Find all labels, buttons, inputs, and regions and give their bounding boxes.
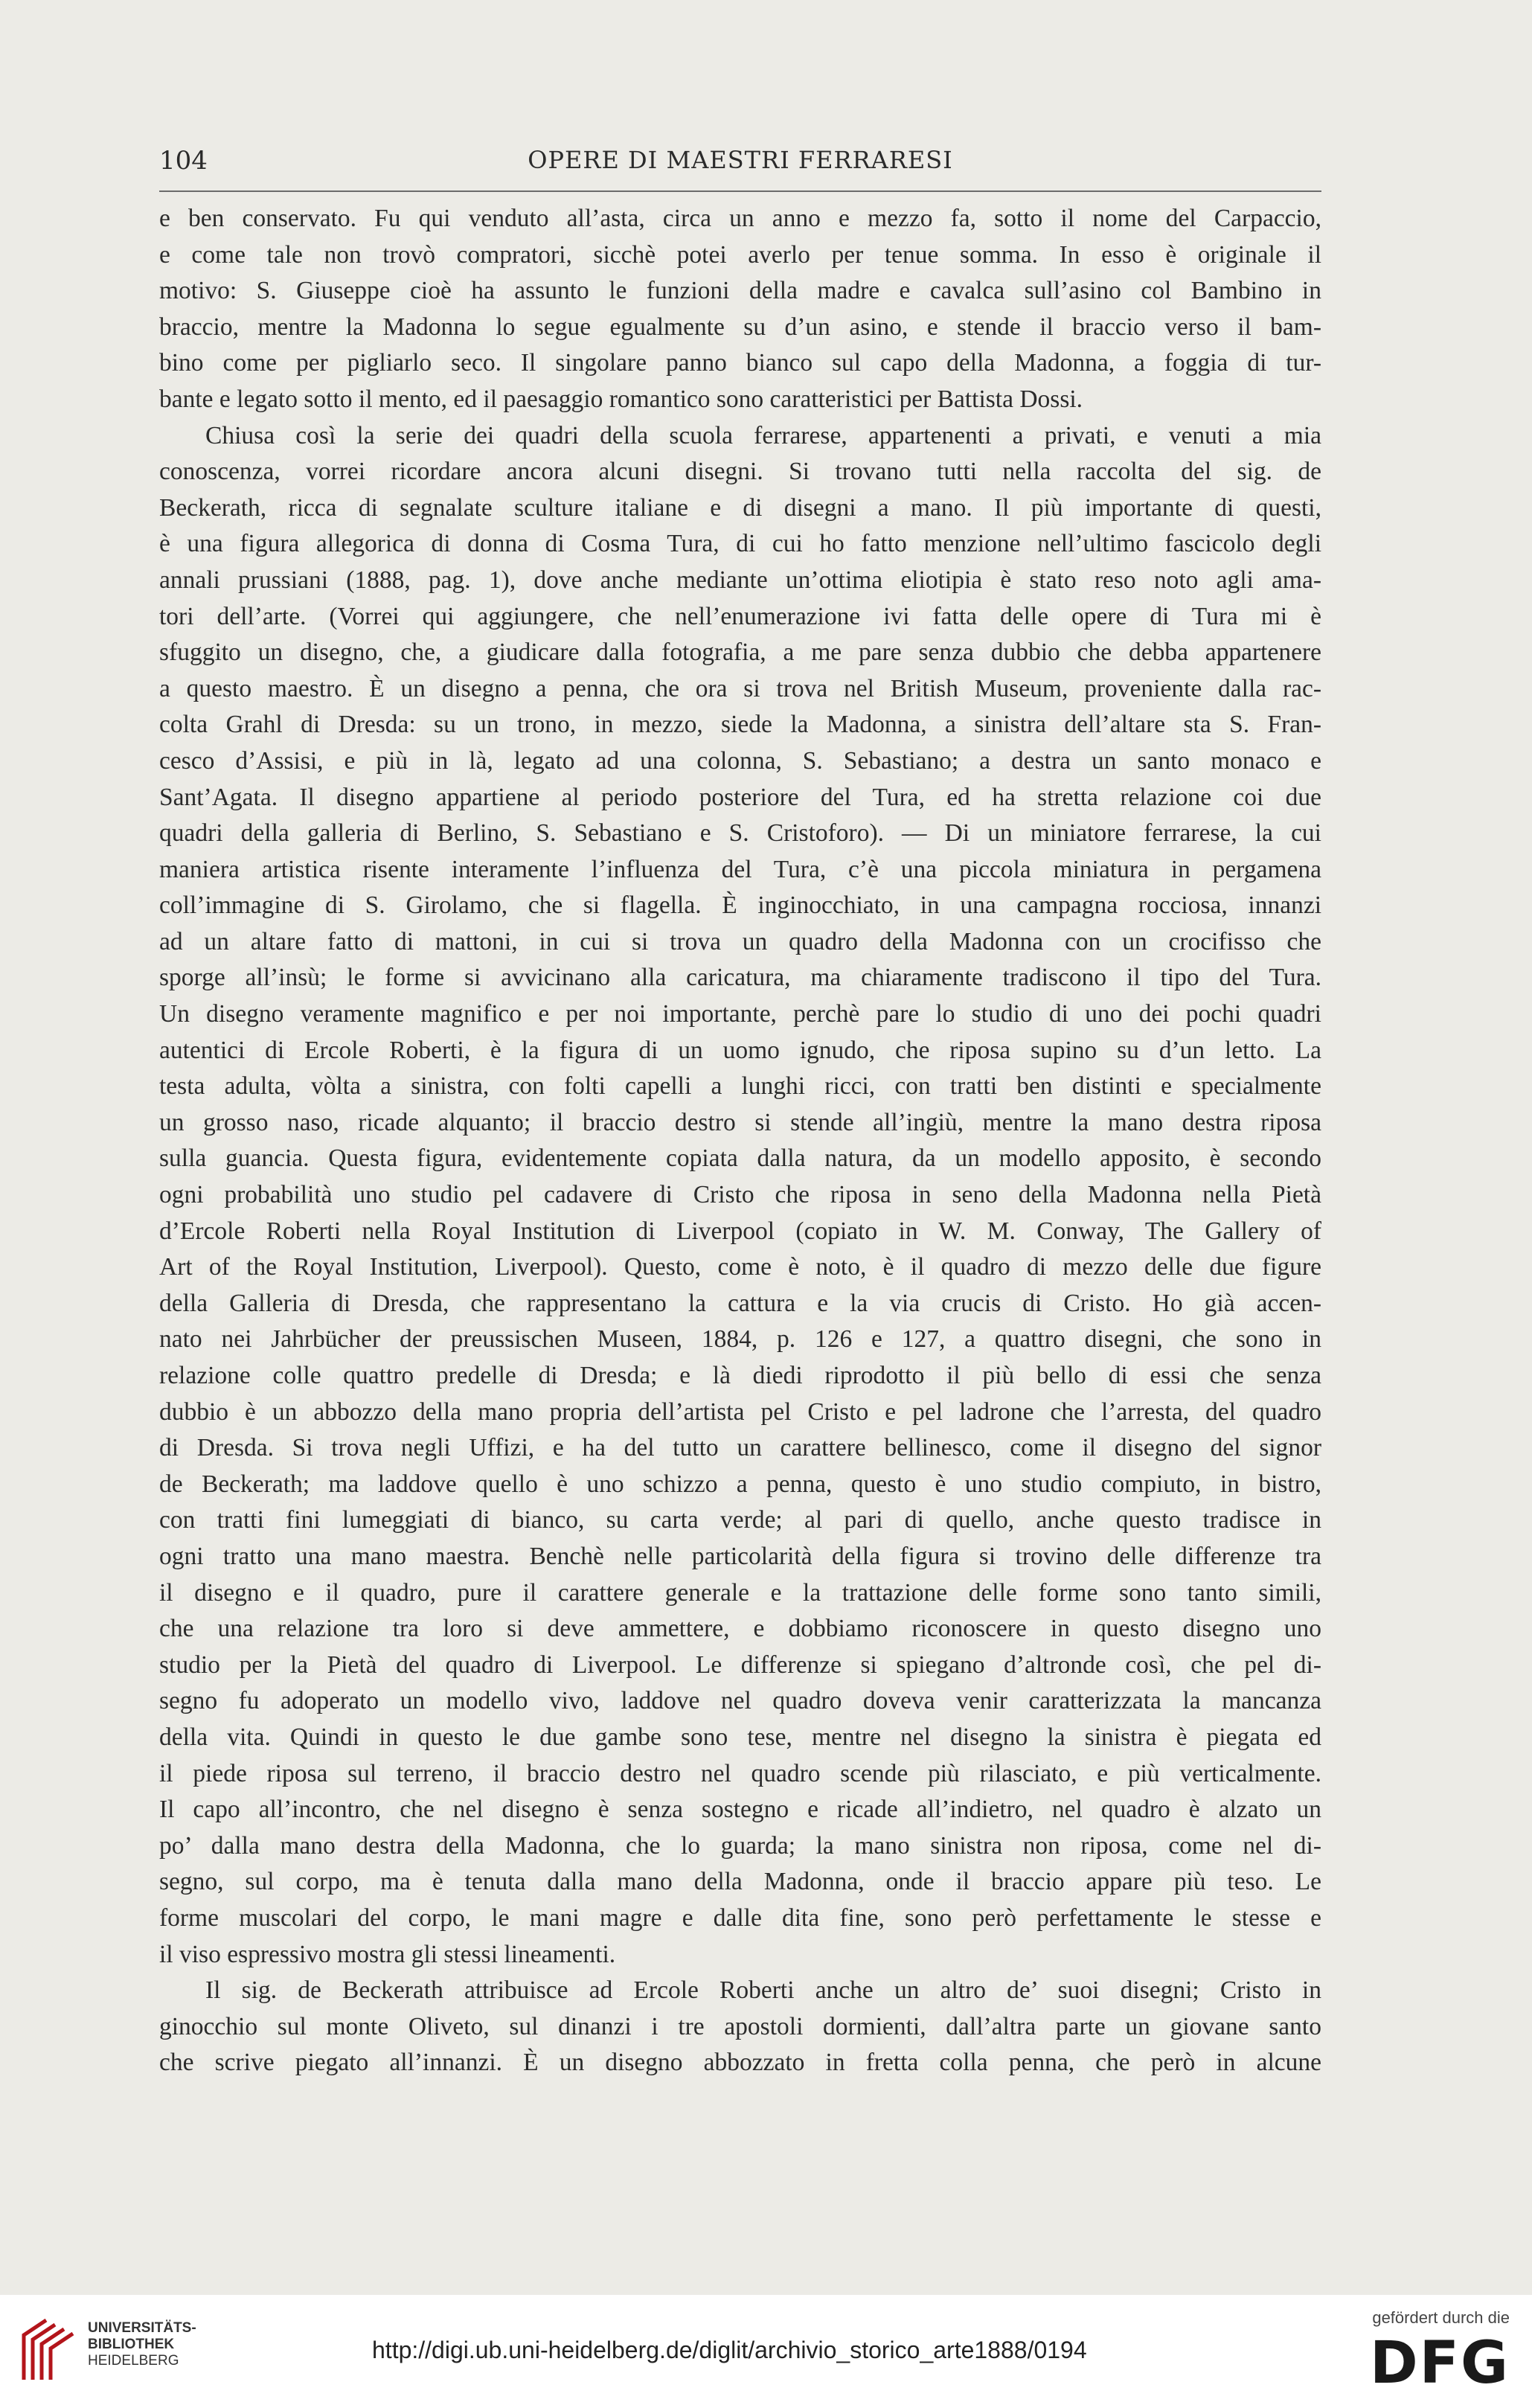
text-line: forme muscolari del corpo, le mani magre e dalle dita fine, sono però perfettamente le stesse e: [159, 1903, 1321, 1932]
text-line: annali prussiani (1888, pag. 1), dove anche mediante un’ottima eliotipia è stato reso noto agli ama-: [159, 566, 1321, 594]
text-line: che una relazione tra loro si deve ammettere, e dobbiamo riconoscere in questo disegno uno: [159, 1615, 1321, 1643]
text-line: cesco d’Assisi, e più in là, legato ad una colonna, S. Sebastiano; a destra un santo monaco e: [159, 746, 1321, 775]
text-line: maniera artistica risente interamente l’influenza del Tura, c’è una piccola miniatura in pergamena: [159, 855, 1321, 883]
text-line: de Beckerath; ma laddove quello è uno schizzo a penna, questo è uno studio compiuto, in bistro,: [159, 1470, 1321, 1498]
text-line: e ben conservato. Fu qui venduto all’asta, circa un anno e mezzo fa, sotto il nome del Carpaccio,: [159, 205, 1321, 232]
text-line: dubbio è un abbozzo della mano propria dell’artista pel Cristo e pel ladrone che l’arresta, del quadro: [159, 1397, 1321, 1426]
text-line: quadri della galleria di Berlino, S. Sebastiano e S. Cristoforo). — Di un miniatore ferrarese, la cui: [159, 819, 1321, 848]
text-line: Sant’Agata. Il disegno appartiene al periodo posteriore del Tura, ed ha stretta relazione coi due: [159, 783, 1321, 811]
text-line: d’Ercole Roberti nella Royal Institution di Liverpool (copiato in W. M. Conway, The Gallery of: [159, 1217, 1321, 1245]
text-line: Chiusa così la serie dei quadri della scuola ferrarese, appartenenti a privati, e venuti a mia: [205, 421, 1321, 449]
body-text: [159, 201, 1321, 2081]
text-line: Art of the Royal Institution, Liverpool). Questo, come è noto, è il quadro di mezzo delle due figure: [159, 1253, 1321, 1281]
text-line: Il sig. de Beckerath attribuisce ad Ercole Roberti anche un altro de’ suoi disegni; Cristo in: [205, 1976, 1321, 2005]
text-line: sulla guancia. Questa figura, evidentemente copiata dalla natura, da un modello apposito, è secondo: [159, 1144, 1321, 1173]
text-line: ogni probabilità uno studio pel cadavere di Cristo che riposa in seno della Madonna nella Pietà: [159, 1181, 1321, 1209]
viewer-footer: [0, 2295, 1532, 2408]
library-name: UNIVERSITÄTS- BIBLIOTHEK HEIDELBERG: [88, 2320, 196, 2369]
page-header: [159, 146, 1321, 182]
text-line: Un disegno veramente magnifico e per noi importante, perchè pare lo studio di uno dei pochi quadri: [159, 1000, 1321, 1028]
page-number: 104: [159, 146, 208, 176]
funding-note: gefördert durch die: [1372, 2308, 1510, 2327]
text-line: autentici di Ercole Roberti, è la figura di un uomo ignudo, che riposa supino su d’un letto. La: [159, 1036, 1321, 1064]
text-line: Il capo all’incontro, che nel disegno è senza sostegno e ricade all’indietro, nel quadro è alzato un: [159, 1796, 1321, 1824]
text-line: e come tale non trovò compratori, sicchè potei averlo per tenue somma. In esso è originale il: [159, 240, 1321, 269]
text-line: motivo: S. Giuseppe cioè ha assunto le funzioni della madre e cavalca sull’asino col Bambino in: [159, 277, 1321, 305]
dfg-logo: DFG: [1369, 2330, 1510, 2397]
text-line: un grosso naso, ricade alquanto; il braccio destro si stende all’ingiù, mentre la mano destra riposa: [159, 1108, 1321, 1136]
text-line: ginocchio sul monte Oliveto, sul dinanzi i tre apostoli dormienti, dall’altra parte un giovane santo: [159, 2012, 1321, 2040]
text-line: della Galleria di Dresda, che rappresentano la cattura e la via crucis di Cristo. Ho già accen-: [159, 1289, 1321, 1317]
text-line: ogni tratto una mano maestra. Benchè nelle particolarità della figura si trovino delle differenze tra: [159, 1542, 1321, 1570]
text-line: coll’immagine di S. Girolamo, che si flagella. È inginocchiato, in una campagna rocciosa, innanzi: [159, 891, 1321, 920]
text-line: bino come per pigliarlo seco. Il singolare panno bianco sul capo della Madonna, a foggia di tur-: [159, 349, 1321, 377]
text-line: relazione colle quattro predelle di Dresda; e là diedi riprodotto il più bello di essi che senza: [159, 1362, 1321, 1389]
text-line: sporge all’insù; le forme si avvicinano alla caricatura, ma chiaramente tradiscono il tipo del Tura.: [159, 964, 1321, 992]
text-line: a questo maestro. È un disegno a penna, che ora si trova nel British Museum, proveniente dalla rac-: [159, 674, 1321, 702]
text-line: con tratti fini lumeggiati di bianco, su carta verde; al pari di quello, anche questo tradisce in: [159, 1506, 1321, 1534]
text-line: sfuggito un disegno, che, a giudicare dalla fotografia, a me pare senza dubbio che debba appartenere: [159, 638, 1321, 667]
text-line: conoscenza, vorrei ricordare ancora alcuni disegni. Si trovano tutti nella raccolta del sig. de: [159, 458, 1321, 486]
library-logo-icon: [16, 2313, 82, 2387]
running-title: OPERE DI MAESTRI FERRARESI: [528, 146, 953, 174]
text-line: po’ dalla mano destra della Madonna, che lo guarda; la mano sinistra non riposa, come nel di-: [159, 1831, 1321, 1860]
text-line: Beckerath, ricca di segnalate sculture italiane e di disegni a mano. Il più importante di questi,: [159, 493, 1321, 522]
text-line: è una figura allegorica di donna di Cosma Tura, di cui ho fatto menzione nell’ultimo fascicolo degli: [159, 530, 1321, 558]
text-line: segno fu adoperato un modello vivo, laddove nel quadro doveva venir caratterizzata la mancanza: [159, 1687, 1321, 1715]
text-line: di Dresda. Si trova negli Uffizi, e ha del tutto un carattere bellinesco, come il disegno del signor: [159, 1434, 1321, 1462]
permalink-url[interactable]: http://digi.ub.uni-heidelberg.de/diglit/archivio_storico_arte1888/0194: [372, 2337, 1087, 2363]
text-line: nato nei Jahrbücher der preussischen Museen, 1884, p. 126 e 127, a quattro disegni, che sono in: [159, 1325, 1321, 1354]
text-line: della vita. Quindi in questo le due gambe sono tese, mentre nel disegno la sinistra è piegata ed: [159, 1723, 1321, 1751]
text-line: tori dell’arte. (Vorrei qui aggiungere, che nell’enumerazione ivi fatta delle opere di Tura mi è: [159, 602, 1321, 630]
text-line: che scrive piegato all’innanzi. È un disegno abbozzato in fretta colla penna, che però in alcune: [159, 2049, 1321, 2077]
text-line: bante e legato sotto il mento, ed il paesaggio romantico sono caratteristici per Battista Dossi.: [159, 385, 1083, 413]
text-line: segno, sul corpo, ma è tenuta dalla mano della Madonna, onde il braccio appare più teso. Le: [159, 1868, 1321, 1896]
text-line: il piede riposa sul terreno, il braccio destro nel quadro scende più rilasciato, e più verticalmente.: [159, 1759, 1321, 1787]
text-line: testa adulta, vòlta a sinistra, con folti capelli a lunghi ricci, con tratti ben distinti e specialmente: [159, 1072, 1321, 1101]
text-line: ad un altare fatto di mattoni, in cui si trova un quadro della Madonna con un crocifisso che: [159, 927, 1321, 955]
text-line: braccio, mentre la Madonna lo segue egualmente su d’un asino, e stende il braccio verso il bam-: [159, 313, 1321, 341]
text-line: il viso espressivo mostra gli stessi lineamenti.: [159, 1940, 616, 1968]
header-rule: [159, 190, 1321, 192]
text-line: il disegno e il quadro, pure il carattere generale e la trattazione delle forme sono tanto simili,: [159, 1578, 1321, 1607]
text-line: colta Grahl di Dresda: su un trono, in mezzo, siede la Madonna, a sinistra dell’altare sta S. Fran-: [159, 711, 1321, 739]
text-line: studio per la Pietà del quadro di Liverpool. Le differenze si spiegano d’altronde così, che pel di-: [159, 1650, 1321, 1679]
